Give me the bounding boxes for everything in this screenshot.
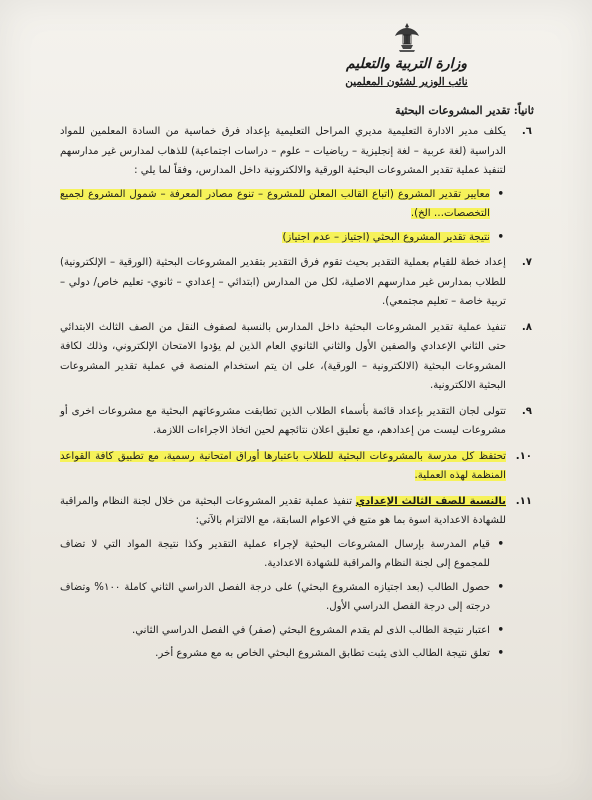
document-body xyxy=(60,122,532,670)
list-item-7 xyxy=(60,253,532,312)
deputy-title: نائب الوزير لشئون المعلمين xyxy=(345,76,468,88)
item-text-rest: تنفيذ عملية تقدير المشروعات البحثية من خلال لجنة النظام والمراقبة للشهادة الاعدادية اسوة بما هو متبع في الاعوام السابقة، مع الالتزام بالآتي: xyxy=(60,495,506,526)
item-text: تنفيذ عملية تقدير المشروعات البحثية داخل المدارس بالنسبة لصفوف النقل من الصف الثالث الابتدائي حتى الثاني الإعدادي والصفين الأول والثاني الثانوي العام الذين لم يؤدوا الامتحان الإلكتروني، وذلك لكافة المشروعات البحثية (الالكترونية – الورقية)، على ان يتم استخدام المنصة في عملية تقدير المشروعات البحثية الالكترونية. xyxy=(60,321,506,391)
item-text xyxy=(60,447,506,486)
item-number: ١١. xyxy=(515,495,532,507)
item-text: يكلف مدير الادارة التعليمية مديري المراحل التعليمية بإعداد فرق خماسية من السادة المعلمين للمواد الدراسية (لغة عربية – لغة إنجليزية – رياضيات – علوم – دراسات اجتماعية) للذهاب لمدارس غير مدارسهم لتنفيذ عملية تقدير المشروعات البحثية الورقية والالكترونية داخل المدارس، وفقاً لما يلي : xyxy=(60,126,506,176)
bullet-item: • قيام المدرسة بإرسال المشروعات البحثية لإجراء عملية التقدير وكذا نتيجة المواد التي لا تضاف للمجموع إلى لجنة النظام والمراقبة للشهادة الاعدادية. xyxy=(60,535,490,574)
item-number: ٦. xyxy=(521,126,532,137)
item-text: إعداد خطة للقيام بعملية التقدير بحيث تقوم فرق التقدير بتقدير المشروعات البحثية (الورقية – الإلكترونية) للطلاب بمدارس غير مدارسهم الاصلية، لكل من المدارس (ابتدائي – إعدادي – ثانوي- تعليم خاص/ دولي – تربية خاصة – تعليم مجتمعي). xyxy=(60,257,506,307)
bullet-item: • اعتبار نتيجة الطالب الذى لم يقدم المشروع البحثي (صفر) في الفصل الدراسي الثاني. xyxy=(60,621,490,641)
bullet-item: • تعلق نتيجة الطالب الذى يثبت تطابق المشروع البحثي الخاص به مع مشروع أخر. xyxy=(60,644,490,664)
letterhead xyxy=(344,22,469,88)
ministry-name: وزارة التربية والتعليم xyxy=(345,56,468,72)
list-item-11 xyxy=(60,492,532,664)
list-item-10 xyxy=(60,447,532,486)
eagle-emblem-icon xyxy=(394,22,420,54)
bullet-list xyxy=(60,535,506,664)
item-number: ١٠. xyxy=(515,450,532,462)
underlined-lead: بالنسبة للصف الثالث الإعدادي xyxy=(355,495,506,507)
bullet-item: • حصول الطالب (بعد اجتيازه المشروع البحثي) على درجة الفصل الدراسي الثاني كاملة ١٠٠% وتضاف درجته إلى درجة الفصل الدراسي الأول. xyxy=(60,578,490,617)
item-number: ٩. xyxy=(521,405,532,417)
item-number: ٧. xyxy=(521,257,532,268)
item-number: ٨. xyxy=(521,321,532,333)
bullet-item xyxy=(60,185,490,224)
section-title: ثانياً: تقدير المشروعات البحثية xyxy=(395,104,534,117)
item-text xyxy=(60,492,506,531)
bullet-list xyxy=(60,185,506,248)
highlighted-text: تحتفظ كل مدرسة بالمشروعات البحثية للطلاب باعتبارها أوراق امتحانية رسمية، مع تطبيق كافة القواعد المنظمة لهذه العملية. xyxy=(60,450,506,481)
list-item-9 xyxy=(60,402,532,441)
item-text: تتولى لجان التقدير بإعداد قائمة بأسماء الطلاب الذين تطابقت مشروعاتهم البحثية مع مشروعات اخرى أو مشروعات ليست من إعدادهم، مع تعليق اعلان نتائجهم لحين اتخاذ الاجراءات اللازمة. xyxy=(60,405,506,436)
highlighted-text: نتيجة تقدير المشروع البحثي (اجتياز – عدم اجتياز) xyxy=(282,231,490,243)
list-item-6 xyxy=(60,122,532,247)
list-item-8 xyxy=(60,318,532,396)
bullet-item xyxy=(60,228,490,248)
highlighted-text: معايير تقدير المشروع (اتباع القالب المعلن للمشروع – تنوع مصادر المعرفة – شمول المشروع لجميع التخصصات… الخ). xyxy=(60,188,490,219)
